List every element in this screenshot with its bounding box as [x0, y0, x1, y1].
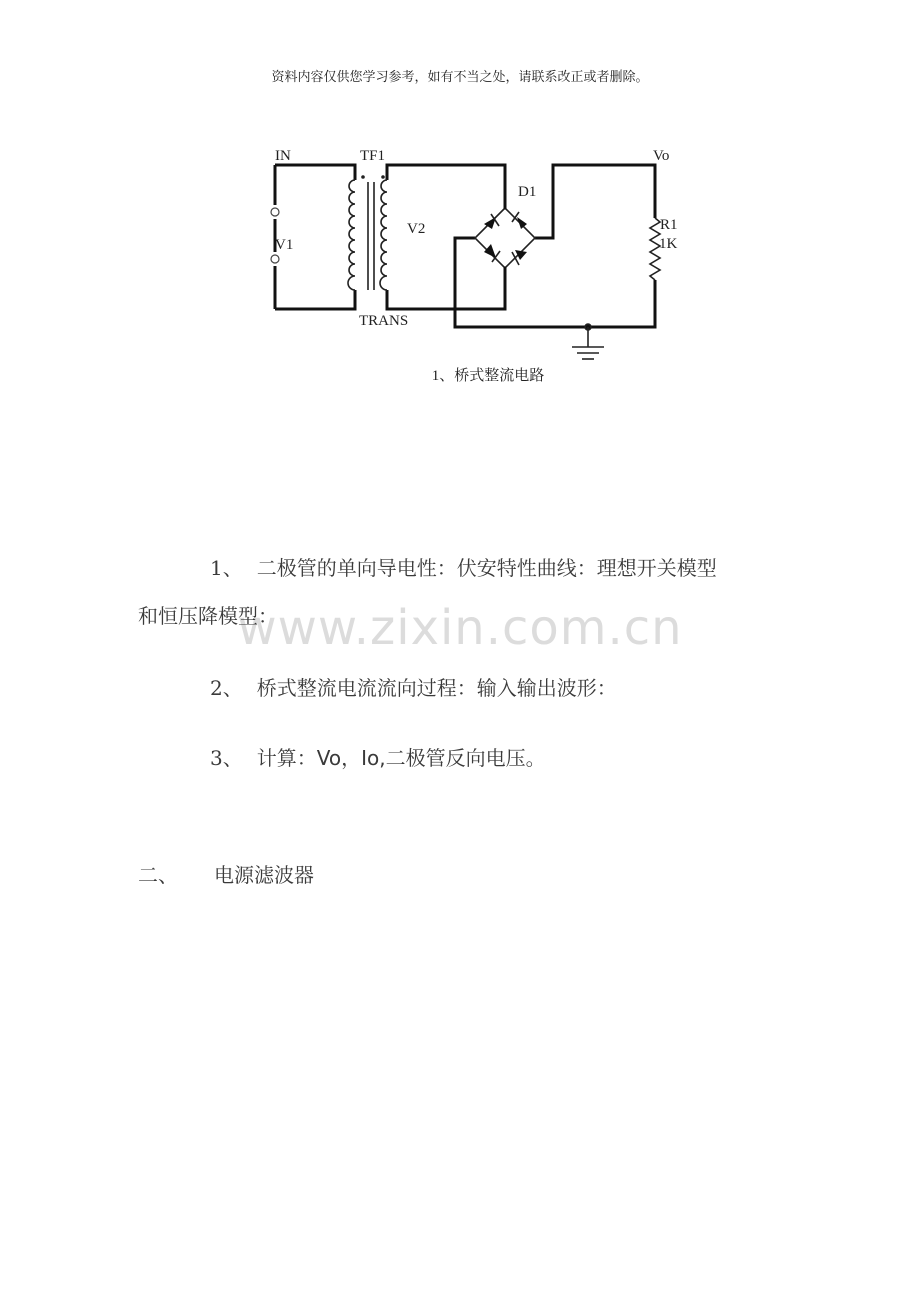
label-v2: V2 — [407, 221, 426, 237]
label-r1-value: 1K — [659, 236, 678, 252]
ground-symbol — [572, 324, 604, 359]
section-title: 电源滤波器 — [214, 863, 314, 887]
label-r1: R1 — [660, 217, 678, 233]
label-d1: D1 — [518, 184, 537, 200]
document-header-notice: 资料内容仅供您学习参考，如有不当之处，请联系改正或者删除。 — [271, 70, 649, 85]
list-item-1-number: 1、 — [210, 556, 243, 580]
list-item-2-number: 2、 — [210, 676, 243, 700]
figure-caption: 1、桥式整流电路 — [431, 368, 545, 384]
label-in: IN — [275, 148, 291, 164]
label-tf1: TF1 — [360, 148, 386, 164]
list-item-3 — [210, 742, 546, 771]
list-item-3-text: 计算：Vo，Io,二极管反向电压。 — [256, 746, 546, 770]
list-item-1-text: 二极管的单向导电性：伏安特性曲线：理想开关模型 — [256, 556, 717, 580]
diode-bridge — [475, 208, 535, 268]
list-item-3-number: 3、 — [210, 746, 243, 770]
transformer-secondary-coil — [380, 180, 387, 290]
list-item-1-continuation: 和恒压降模型： — [138, 604, 278, 628]
section-number: 二、 — [138, 863, 178, 887]
list-item-2 — [210, 672, 617, 701]
section-heading — [138, 859, 314, 888]
input-terminal-bottom — [271, 255, 279, 263]
label-v1: V1 — [275, 237, 294, 253]
list-item-1 — [210, 552, 717, 581]
transformer-core — [368, 182, 374, 290]
label-vo: Vo — [653, 148, 670, 164]
label-trans: TRANS — [359, 313, 409, 329]
input-terminal-top — [271, 208, 279, 216]
transformer-primary-coil — [348, 180, 355, 290]
watermark: www.zixin.com.cn — [237, 600, 683, 656]
bridge-rectifier-circuit-diagram — [255, 140, 678, 365]
list-item-2-text: 桥式整流电流流向过程：输入输出波形： — [256, 676, 617, 700]
